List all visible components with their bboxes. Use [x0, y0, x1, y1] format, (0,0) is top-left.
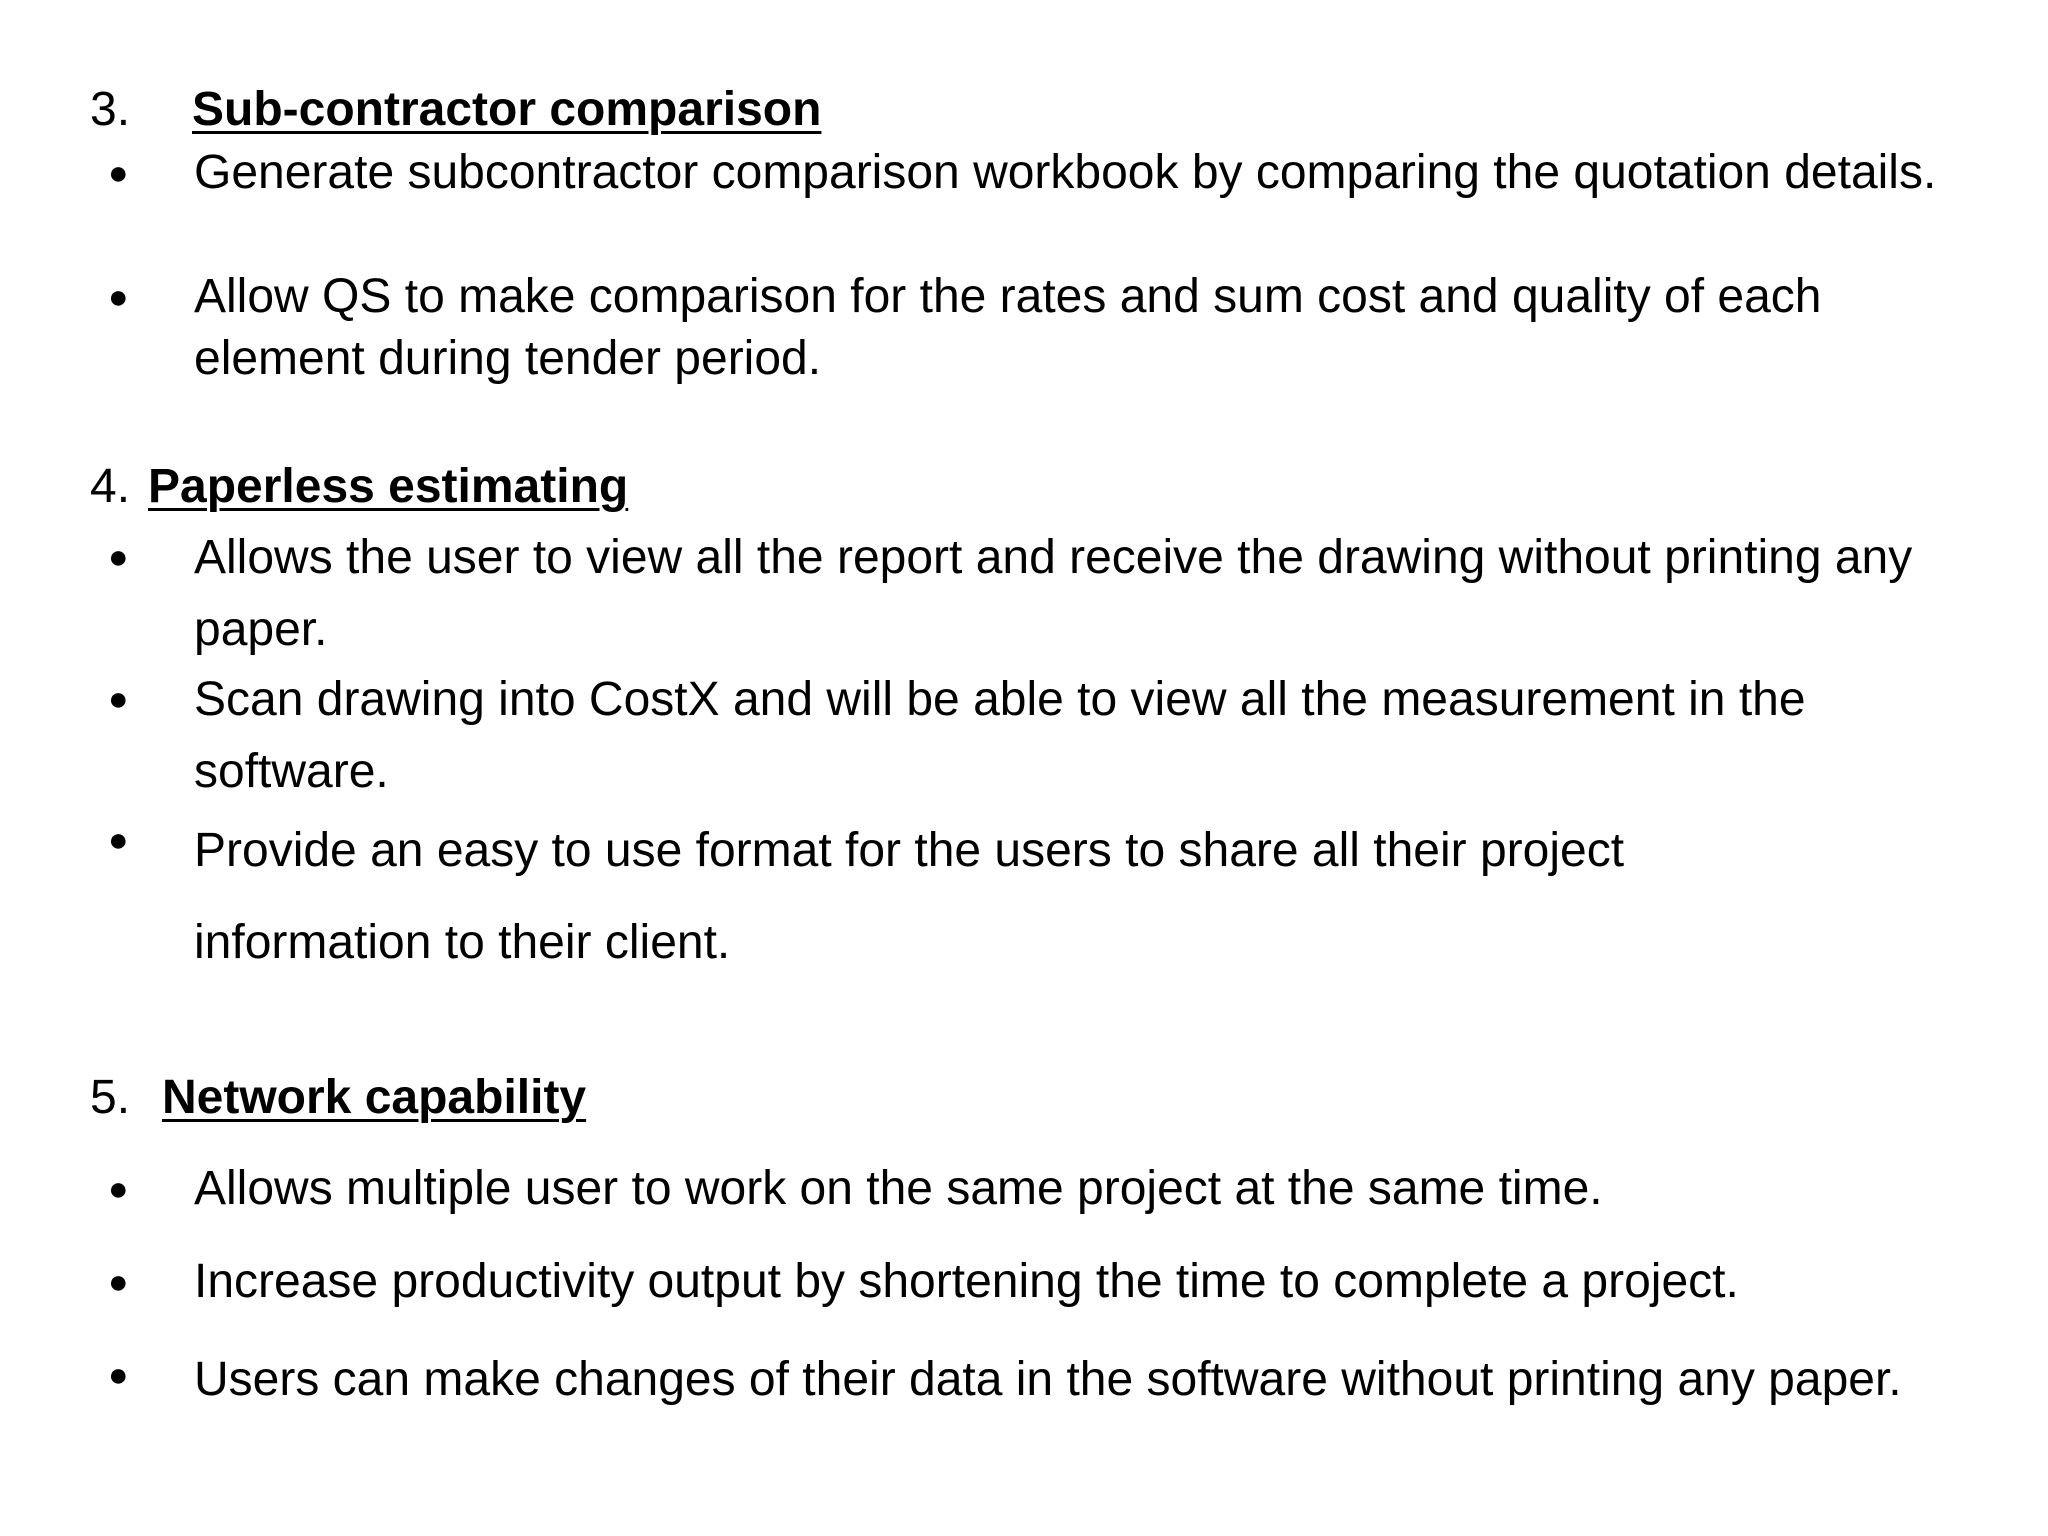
list-item-text: Allow QS to make comparison for the rates and sum cost and quality of each element during tender period. — [194, 270, 1822, 385]
list-item-text: Scan drawing into CostX and will be able to view all the measurement in the software. — [194, 673, 1806, 798]
list-item-text: Users can make changes of their data in the software without printing any paper. — [194, 1353, 1902, 1406]
section-title: Paperless estimating — [148, 460, 629, 513]
section-number: 5. — [90, 1071, 131, 1124]
list-item-text: Generate subcontractor comparison workbook by comparing the quotation details. — [194, 146, 1937, 199]
bullet-icon: ● — [108, 1356, 129, 1394]
bullet-icon: ● — [108, 278, 129, 316]
section-heading-4 — [90, 457, 628, 517]
section-heading-3 — [90, 80, 821, 140]
bullet-icon: ● — [108, 538, 129, 576]
section-heading-5 — [90, 1068, 586, 1128]
list-item-text: Provide an easy to use format for the users to share all their project information to their client. — [194, 824, 1625, 969]
bullet-icon: ● — [108, 154, 129, 192]
section-title: Sub-contractor comparison — [192, 83, 822, 136]
section-number: 4. — [90, 460, 131, 513]
bullet-icon: ● — [108, 680, 129, 718]
bullet-icon: ● — [108, 821, 129, 859]
list-item-text: Increase productivity output by shortening the time to complete a project. — [194, 1255, 1739, 1308]
list-item-text: Allows the user to view all the report and receive the drawing without printing any paper. — [194, 531, 1913, 656]
bullet-icon: ● — [108, 1263, 129, 1301]
list-item-text: Allows multiple user to work on the same project at the same time. — [194, 1162, 1603, 1215]
section-number: 3. — [90, 83, 131, 136]
bullet-icon: ● — [108, 1170, 129, 1208]
section-title: Network capability — [162, 1071, 587, 1124]
